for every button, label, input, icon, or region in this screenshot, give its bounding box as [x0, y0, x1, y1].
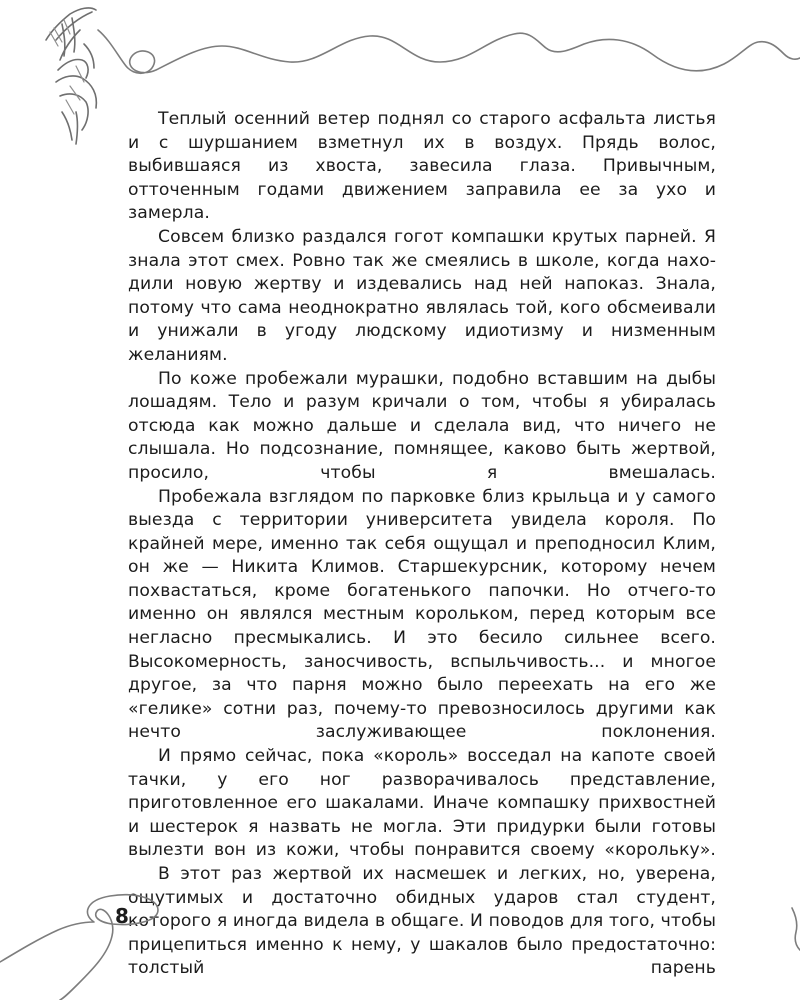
paragraph: Теплый осенний ветер поднял со старого асфальта листья и с шуршанием взметнул их в воздух. Прядь волос, выбившаяся из хвоста, завесила глаза. Привычным, отточенным годами движением заправила ее за ухо и замерла.	[128, 109, 716, 224]
paragraph: По коже пробежали мурашки, подобно вставшим на дыбы лошадям. Тело и разум кричали о том, чтобы я убиралась отсюда как можно дальше и сделала вид, что ничего не слышала. Но подсознание, помнящее, каково быть жертвой, просило, чтобы я вмешалась.	[128, 368, 716, 483]
paragraph: Совсем близко раздался гогот компашки крутых парней. Я знала этот смех. Ровно так же смеялись в школе, когда находили новую жертву и издевались над ней напоказ. Знала, потому что сама неоднократно являлась той, кого обсмеивали и унижали в угоду людскому идиотизму и низменным желаниям.	[128, 226, 716, 365]
paragraph: Пробежала взглядом по парковке близ крыльца и у самого выезда с территории университета увидела короля. По крайней мере, именно так себя ощущал и преподносил Клим, он же — Никита Климов. Старшекурсник, которому нечем похвастаться, кроме богатенького папочки. Но отчего-то именно он являлся местным корольком, перед которым все негласно пресмыкались. И это бесило сильнее всего. Высокомерность, заносчивость, вспыльчивость... и многое другое, за что парня можно было переехать на его же «гелике» сотни раз, почему-то превозносилось другими как нечто заслуживающее поклонения.	[128, 486, 716, 743]
paragraph: В этот раз жертвой их насмешек и легких, но, уверена, ощутимых и достаточно обидных ударов стал студент, которого я иногда видела в общаге. И поводов для того, чтобы прицепиться именно к нему, у шакалов было предостаточно: толстый парень	[128, 864, 716, 979]
wavy-ribbon-line	[98, 30, 800, 73]
chapter-text	[128, 108, 716, 981]
page-number: 8	[115, 904, 129, 928]
paragraph: И прямо сейчас, пока «король» восседал на капоте своей тачки, у его ног разворачивалось представление, приготовленное его шакалами. Иначе компашку прихвостней и шестерок я назвать не могла. Эти придурки были готовы вылезти вон из кожи, чтобы понравится своему «корольку».	[128, 746, 716, 861]
bottom-flourish-ornament	[0, 880, 800, 1000]
